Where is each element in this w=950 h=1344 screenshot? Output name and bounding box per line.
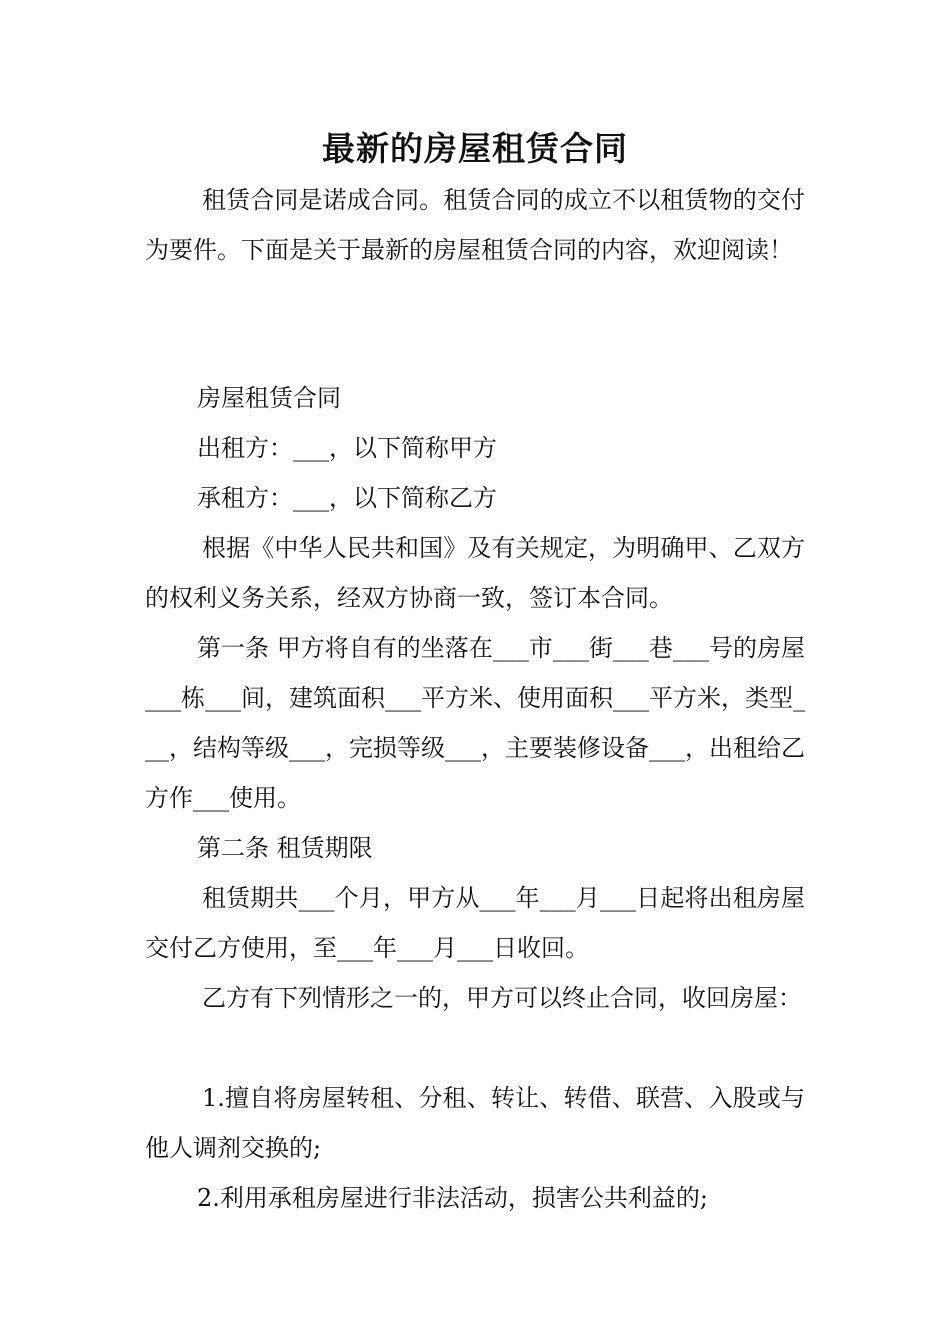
document-title: 最新的房屋租赁合同 <box>322 129 628 168</box>
preamble-paragraph: 根据《中华人民共和国》及有关规定，为明确甲、乙双方的权利义务关系，经双方协商一致，签订本合同。 <box>145 534 805 612</box>
lessee-line: 承租方：___，以下简称乙方 <box>197 484 497 512</box>
termination-item-1: 1.擅自将房屋转租、分租、转让、转借、联营、入股或与他人调剂交换的; <box>145 1084 805 1162</box>
termination-item-2: 2.利用承租房屋进行非法活动，损害公共利益的; <box>197 1184 708 1212</box>
article-1-paragraph: 第一条 甲方将自有的坐落在___市___街___巷___号的房屋___栋___间，建筑面积___平方米、使用面积___平方米，类型___，结构等级___，完损等级___，主要装修设备___，出租给乙方作___使用。 <box>145 634 805 812</box>
intro-paragraph: 租赁合同是诺成合同。租赁合同的成立不以租赁物的交付为要件。下面是关于最新的房屋租赁合同的内容，欢迎阅读！ <box>145 186 805 264</box>
lessor-line: 出租方：___，以下简称甲方 <box>197 434 497 462</box>
termination-intro-paragraph: 乙方有下列情形之一的，甲方可以终止合同，收回房屋： <box>202 984 802 1012</box>
article-2-heading: 第二条 租赁期限 <box>197 834 373 862</box>
contract-heading: 房屋租赁合同 <box>197 384 341 412</box>
article-2-term-paragraph: 租赁期共___个月，甲方从___年___月___日起将出租房屋交付乙方使用，至___年___月___日收回。 <box>145 884 805 962</box>
